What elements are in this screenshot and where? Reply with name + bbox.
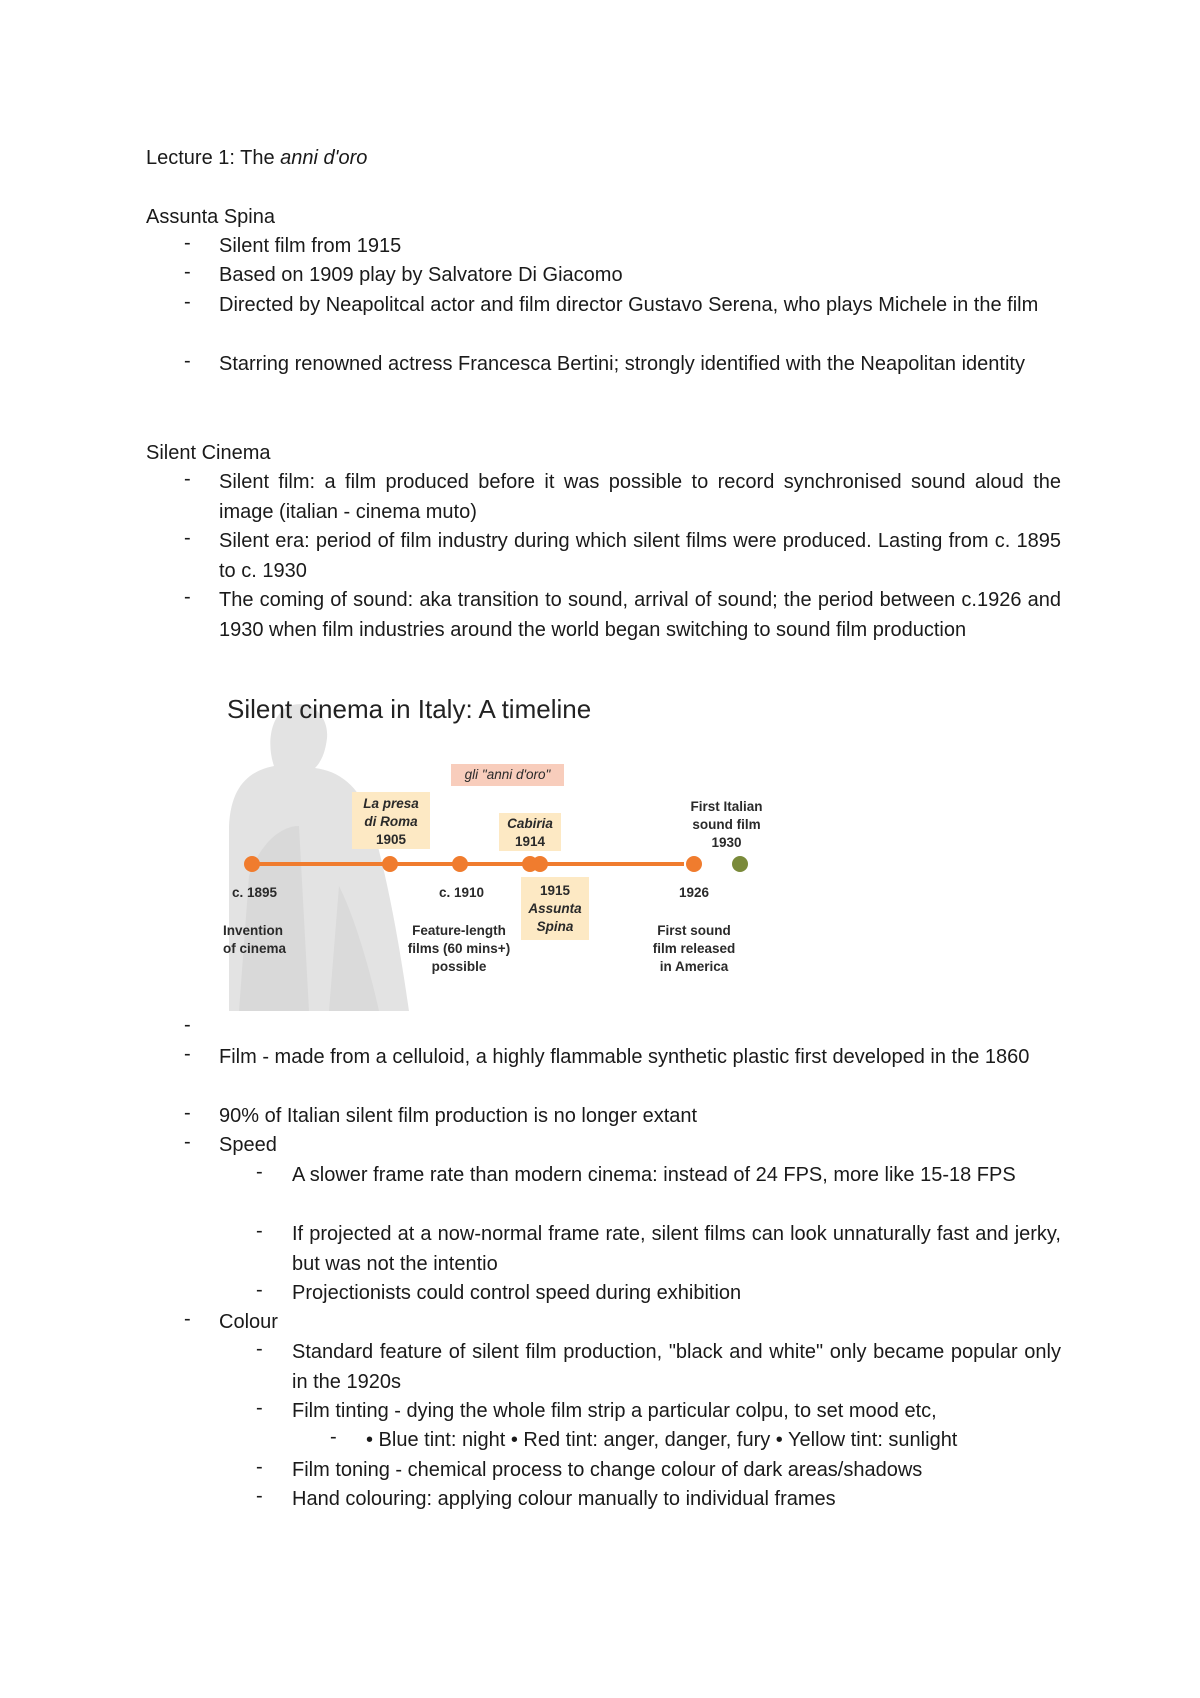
timeline-title: Silent cinema in Italy: A timeline <box>227 694 592 724</box>
event-year-1895: c. 1895 <box>232 885 278 900</box>
timeline-dot-1930 <box>732 856 748 872</box>
section-heading-silent-cinema: Silent Cinema <box>146 442 271 464</box>
event-label-1914: Cabiria 1914 <box>507 816 553 849</box>
document-page: Lecture 1: The anni d'oro Assunta Spina - Silent film from 1915 - Based on 1909 play by Salvatore Di Giacomo - Directed by Neapolitcal actor and film director Gustavo Serena, who plays Michele in the film - Starring renowned actress Francesca Bertini; strongly identified with the Neapolitan identity Silent Cinema - Silent film: a film produced before it was possible to record synchronised sound aloud the image (italian - cinema muto) - Silent era: period of film industry during which silent films were produced. Lasting from c. 1895 to c. 1930 - The coming of sound: aka transition to sound, arrival of sound; the period between c.1926 and 1930 when film industries around the world began switching to sound film production Silent cinema in Italy: A timeline gli "anni d'oro" La presa di Roma 1905 Cabiria 1914 First Italian sound film 1930 c. 1895 Invention of cinema c. 1910 Feature-length films (60 mins+) possible 1915 Assunta Spina 1926 First sound film released in America - - Film - made from a celluloid, a highly flammable synthetic plastic first developed in the 1860 - 90% of Italian silent film production is no longer extant - Speed - A slower frame rate than modern cinema: instead of 24 FPS, more like 15-18 FPS - If projected at a now-normal frame rate, silent films can look unnaturally fast and jerky, but was not the intentio - Projectionists could control speed during exhibition - Colour - Standard feature of silent film production, "black and white" only became popular only in the 1920s - Film tinting - dying the whole film strip a particular colpu, to set mood etc, - • Blue tint: night • Red tint: anger, danger, fury • Yellow tint: sunlight - Film toning - chemical process to change colour of dark areas/shadows - Hand colouring: applying colour manually to individual frames <box>0 0 1200 1698</box>
event-desc-1895: Invention of cinema <box>223 923 287 956</box>
timeline-dot-1905 <box>382 856 398 872</box>
timeline-dot-1910 <box>452 856 468 872</box>
event-year-1926: 1926 <box>678 885 710 900</box>
page-title: Lecture 1: The anni d'oro <box>146 147 368 169</box>
golden-years-label: gli "anni d'oro" <box>464 767 551 782</box>
event-label-1915: 1915 Assunta Spina <box>528 883 582 934</box>
event-desc-1910: Feature-length films (60 mins+) possible <box>407 923 511 974</box>
event-label-1930: First Italian sound film 1930 <box>690 799 763 850</box>
timeline-dot-1926 <box>686 856 702 872</box>
timeline-dot-1895 <box>244 856 260 872</box>
timeline-dot-1915 <box>532 856 548 872</box>
event-label-1905: La presa di Roma 1905 <box>363 796 419 847</box>
section-heading-assunta: Assunta Spina <box>146 206 275 228</box>
event-year-1910: c. 1910 <box>439 885 485 900</box>
event-desc-1926: First sound film released in America <box>652 923 736 974</box>
timeline-figure <box>219 676 791 1011</box>
